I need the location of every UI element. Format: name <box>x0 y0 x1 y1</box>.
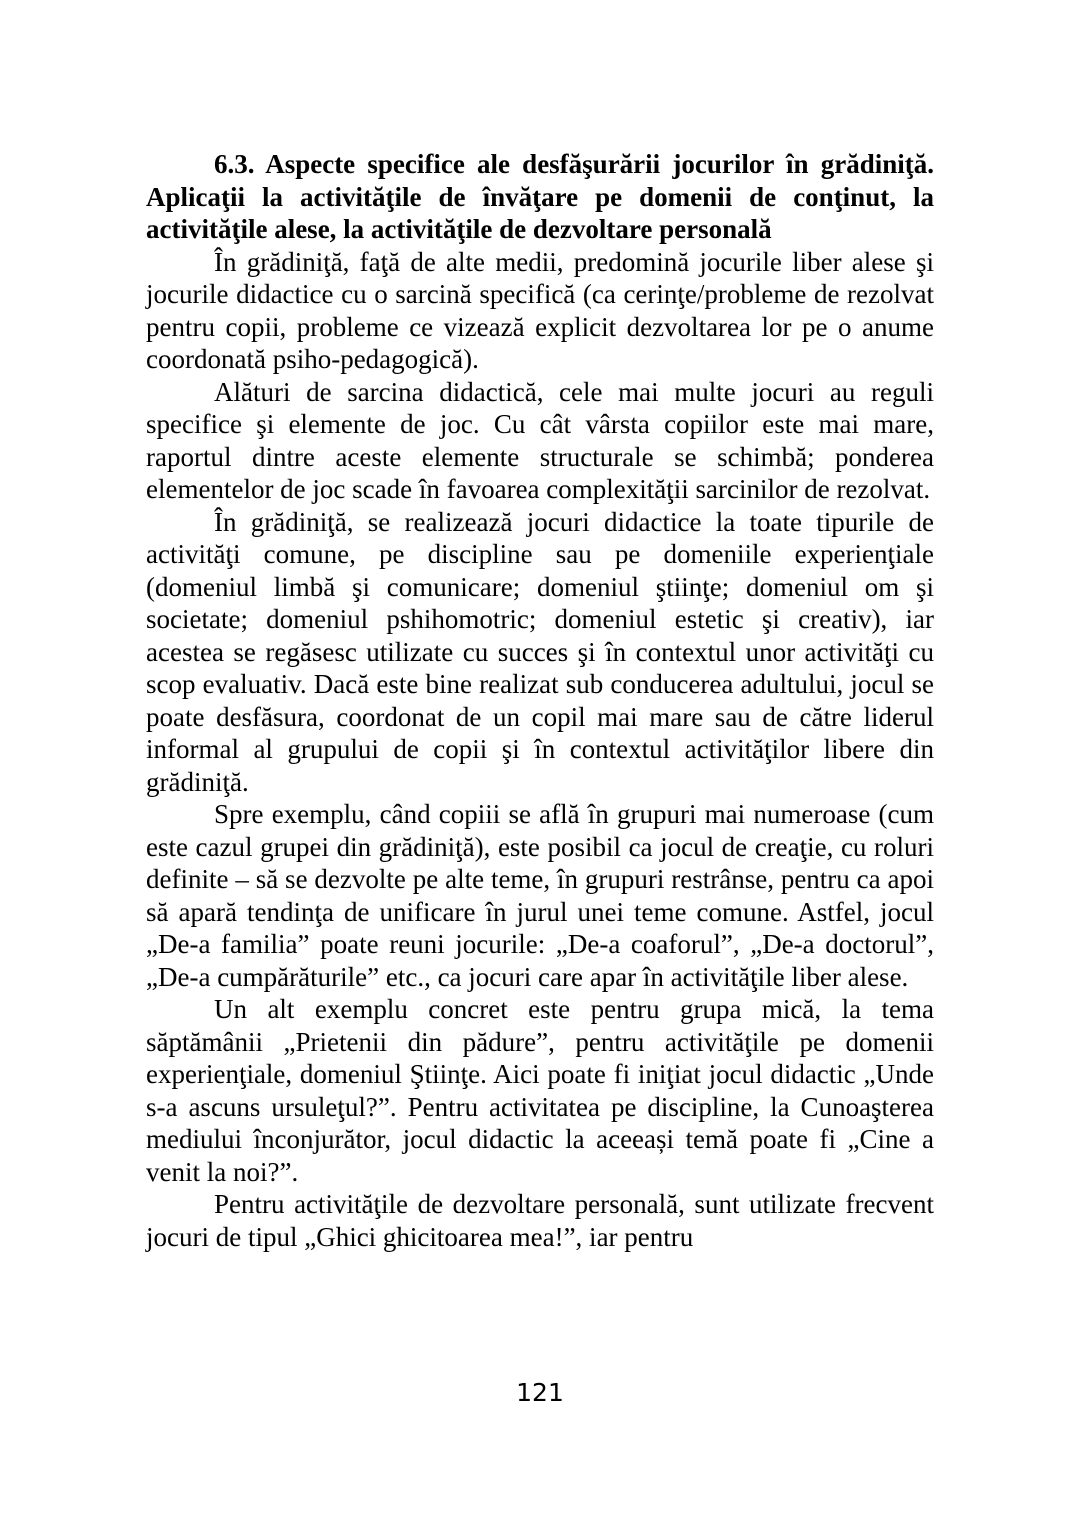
page-number: 121 <box>516 1378 564 1407</box>
paragraph-5: Un alt exemplu concret este pentru grupa mică, la tema săptămânii „Prietenii din pădure”, pentru activităţile pe domenii experienţiale, domeniul Ştiinţe. Aici poate fi iniţiat jocul didactic „Unde s-a ascuns ursuleţul?”. Pentru activitatea pe discipline, la Cunoaşterea mediului înconjurător, jocul didactic la aceeași temă poate fi „Cine a venit la noi?”. <box>146 994 934 1187</box>
paragraph-4: Spre exemplu, când copiii se află în grupuri mai numeroase (cum este cazul grupei din grădiniţă), este posibil ca jocul de creaţie, cu roluri definite – să se dezvolte pe alte teme, în grupuri restrânse, pentru ca apoi să apară tendinţa de unificare în jurul unei teme comune. Astfel, jocul „De-a familia” poate reuni jocurile: „De-a coaforul”, „De-a doctorul”, „De-a cumpărăturile” etc., ca jocuri care apar în activităţile liber alese. <box>146 799 934 992</box>
paragraph-2: Alături de sarcina didactică, cele mai multe jocuri au reguli specifice şi elemente de joc. Cu cât vârsta copiilor este mai mare, raportul dintre aceste elemente structurale se schimbă; ponderea elementelor de joc scade în favoarea complexităţii sarcinilor de rezolvat. <box>146 376 934 504</box>
paragraph-6: Pentru activităţile de dezvoltare personală, sunt utilizate frecvent jocuri de tipul „Ghici ghicitoarea mea!”, iar pentru <box>146 1189 934 1252</box>
paragraph-3: În grădiniţă, se realizează jocuri didactice la toate tipurile de activităţi comune, pe discipline sau pe domeniile experienţiale (domeniul limbă şi comunicare; domeniul ştiinţe; domeniul om şi societate; domeniul pshihomotric; domeniul estetic şi creativ), iar acestea se regăsesc utilizate cu succes şi în contextul unor activităţi cu scop evaluativ. Dacă este bine realizat sub conducerea adultului, jocul se poate desfăsura, coordonat de un copil mai mare sau de către liderul informal al grupului de copii şi în contextul activităţilor libere din grădiniţă. <box>146 506 934 797</box>
paragraph-1: În grădiniţă, faţă de alte medii, predomină jocurile liber alese şi jocurile didactice cu o sarcină specifică (ca cerinţe/probleme de rezolvat pentru copii, probleme ce vizează explicit dezvoltarea lor pe o anume coordonată psiho-pedagogică). <box>146 246 934 374</box>
section-heading: 6.3. Aspecte specifice ale desfăşurării jocurilor în grădiniţă. Aplicaţii la activităţile de învăţare pe domenii de conţinut, la activităţile alese, la activităţile de dezvoltare personală <box>146 149 934 244</box>
page-body <box>146 148 934 1253</box>
